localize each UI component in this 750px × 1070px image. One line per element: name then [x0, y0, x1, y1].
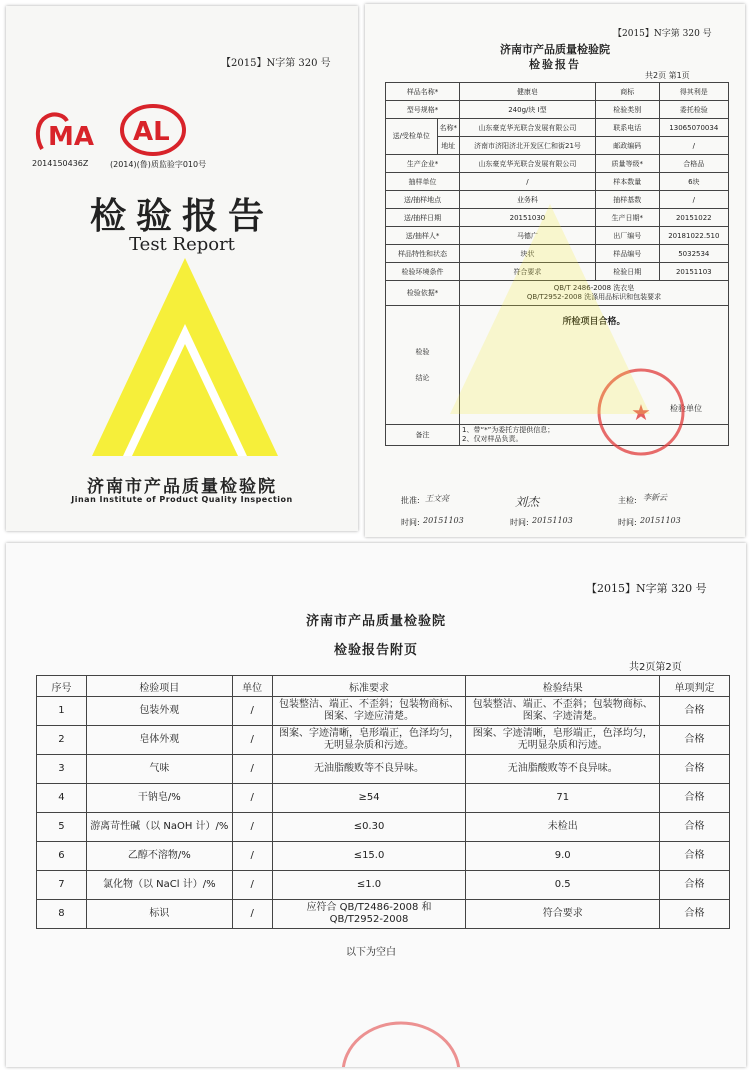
label-sender-address: 地址: [437, 137, 460, 155]
value-sampling-base: /: [659, 191, 728, 209]
table-cell-no: 5: [37, 813, 87, 842]
label-factory-no: 出厂编号: [595, 227, 659, 245]
cma-cert-number: 2014150436Z: [32, 159, 89, 168]
label-postcode: 邮政编码: [595, 137, 659, 155]
value-sample-name: 健康皂: [460, 83, 596, 101]
table-cell-item: 气味: [86, 755, 232, 784]
report-institute: 济南市产品质量检验院: [500, 43, 610, 56]
label-sample-qty: 样本数量: [595, 173, 659, 191]
table-cell-unit: /: [232, 813, 272, 842]
table-cell-judge: 合格: [660, 726, 730, 755]
table-cell-req: 应符合 QB/T2486-2008 和 QB/T2952-2008: [272, 900, 466, 929]
table-row: [37, 900, 730, 929]
table-cell-judge: 合格: [660, 842, 730, 871]
col-header: 检验项目: [86, 676, 232, 697]
table-cell-judge: 合格: [660, 755, 730, 784]
col-header: 单项判定: [660, 676, 730, 697]
value-sampling-unit: /: [460, 173, 596, 191]
report-number: 【2015】N字第 320 号: [613, 29, 712, 39]
table-row: [37, 871, 730, 900]
table-cell-result: 图案、字迹清晰，皂形端正，色泽均匀，无明显杂质和污迹。: [466, 726, 660, 755]
table-row: [37, 813, 730, 842]
table-cell-judge: 合格: [660, 871, 730, 900]
cover-report-number: 【2015】N字第 320 号: [221, 58, 331, 69]
table-cell-result: 未检出: [466, 813, 660, 842]
time-value-1: 20151103: [423, 516, 464, 525]
table-row: [386, 101, 729, 119]
table-cell-req: ≥54: [272, 784, 466, 813]
watermark-triangle: [450, 204, 650, 414]
value-test-type: 委托检验: [659, 101, 728, 119]
cover-page: [6, 6, 358, 531]
table-cell-result: 0.5: [466, 871, 660, 900]
value-remarks: [460, 425, 729, 446]
table-cell-result: 无油脂酸败等不良异味。: [466, 755, 660, 784]
label-sample-state: 样品特性和状态: [386, 245, 460, 263]
table-row: [37, 755, 730, 784]
table-cell-no: 6: [37, 842, 87, 871]
conclusion-text: 所检项目合格。: [562, 317, 626, 327]
label-conclusion: 检验结论: [386, 306, 460, 425]
cma-logo: [34, 109, 104, 155]
annex-title: 检验报告附页: [333, 643, 418, 658]
triangle-emblem: [92, 258, 278, 458]
table-cell-no: 3: [37, 755, 87, 784]
value-env: 符合要求: [460, 263, 596, 281]
label-model: 型号规格*: [386, 101, 460, 119]
value-sampler: 马德广: [460, 227, 596, 245]
approve-signature: 王文亮: [425, 494, 449, 503]
cal-logo-text: AL: [133, 117, 170, 147]
annex-page-indicator: 共2页第2页: [629, 662, 682, 673]
table-cell-req: 图案、字迹清晰，皂形端正，色泽均匀，无明显杂质和污迹。: [272, 726, 466, 755]
value-sample-no: 5032534: [659, 245, 728, 263]
cover-institute-en: Jinan Institute of Product Quality Inspection: [71, 495, 293, 504]
svg-text:★: ★: [631, 401, 651, 426]
table-cell-result: 9.0: [466, 842, 660, 871]
table-row: [37, 726, 730, 755]
table-cell-item: 乙醇不溶物/%: [86, 842, 232, 871]
table-header-row: [37, 676, 730, 697]
remark-line-1: 1、带“*”为委托方提供信息；: [462, 426, 555, 434]
table-cell-item: 皂体外观: [86, 726, 232, 755]
cal-cert-number: (2014)(鲁)质监验字010号: [110, 160, 207, 169]
col-header: 单位: [232, 676, 272, 697]
approve-label: 批准:: [401, 496, 420, 505]
remark-line-2: 2、仅对样品负责。: [462, 435, 523, 443]
cal-logo: [118, 102, 188, 158]
report-annex-page: [6, 543, 746, 1067]
table-cell-unit: /: [232, 900, 272, 929]
chief-label: 主检:: [618, 496, 637, 505]
table-row: [386, 119, 729, 137]
annex-report-number: 【2015】N字第 320 号: [586, 582, 707, 595]
label-sender-unit: 送/受检单位: [386, 119, 438, 155]
table-cell-judge: 合格: [660, 697, 730, 726]
table-row: [386, 173, 729, 191]
table-row: [37, 784, 730, 813]
blank-below-note: 以下为空白: [346, 947, 396, 958]
time-value-3: 20151103: [640, 516, 681, 525]
table-cell-no: 1: [37, 697, 87, 726]
value-sender-name: 山东豪克华光联合发展有限公司: [460, 119, 596, 137]
col-header: 序号: [37, 676, 87, 697]
table-cell-unit: /: [232, 755, 272, 784]
value-factory-no: 20181022.510: [659, 227, 728, 245]
label-remarks: 备注: [386, 425, 460, 446]
time-label-3: 时间:: [618, 518, 637, 527]
label-trademark: 商标: [595, 83, 659, 101]
value-sending-place: 业务科: [460, 191, 596, 209]
table-cell-item: 标识: [86, 900, 232, 929]
value-model: 240g/块 Ⅰ型: [460, 101, 596, 119]
label-sending-place: 送/抽样地点: [386, 191, 460, 209]
value-test-date: 20151103: [659, 263, 728, 281]
label-producer: 生产企业*: [386, 155, 460, 173]
label-sampling-base: 抽样基数: [595, 191, 659, 209]
table-cell-unit: /: [232, 697, 272, 726]
table-cell-unit: /: [232, 842, 272, 871]
table-row: [386, 155, 729, 173]
cover-title-en: Test Report: [129, 234, 235, 255]
basis-line-2: QB/T2952-2008 洗涤用品标识和包装要求: [526, 293, 662, 301]
basis-line-1: QB/T 2486-2008 洗衣皂: [553, 284, 635, 292]
label-quality-grade: 质量等级*: [595, 155, 659, 173]
cover-institute-cn: 济南市产品质量检验院: [87, 477, 277, 497]
report-page-1: [365, 4, 745, 537]
table-cell-req: 包装整洁、端正、不歪斜；包装物商标、图案、字迹应清楚。: [272, 697, 466, 726]
table-cell-no: 7: [37, 871, 87, 900]
label-sender-name: 名称*: [437, 119, 460, 137]
label-sending-date: 送/抽样日期: [386, 209, 460, 227]
value-sending-date: 20151030: [460, 209, 596, 227]
value-quality-grade: 合格品: [659, 155, 728, 173]
table-cell-unit: /: [232, 871, 272, 900]
table-cell-req: ≤0.30: [272, 813, 466, 842]
table-cell-judge: 合格: [660, 784, 730, 813]
time-label-2: 时间:: [510, 518, 529, 527]
table-cell-no: 8: [37, 900, 87, 929]
report-page-indicator: 共2页 第1页: [645, 71, 690, 80]
value-prod-date: 20151022: [659, 209, 728, 227]
review-signature: 刘杰: [515, 495, 540, 509]
annex-institute: 济南市产品质量检验院: [305, 614, 446, 629]
col-header: 标准要求: [272, 676, 466, 697]
value-trademark: 得其利是: [659, 83, 728, 101]
table-cell-item: 包装外观: [86, 697, 232, 726]
cover-title-cn: 检验报告: [89, 195, 274, 237]
table-row: [37, 842, 730, 871]
value-postcode: /: [659, 137, 728, 155]
table-row: [386, 83, 729, 101]
label-contact-phone: 联系电话: [595, 119, 659, 137]
label-basis: 检验依据*: [386, 281, 460, 306]
value-producer: 山东豪克华光联合发展有限公司: [460, 155, 596, 173]
table-cell-judge: 合格: [660, 813, 730, 842]
col-header: 检验结果: [466, 676, 660, 697]
table-cell-judge: 合格: [660, 900, 730, 929]
report-title: 检验报告: [529, 58, 581, 71]
table-row: [37, 697, 730, 726]
table-cell-item: 干钠皂/%: [86, 784, 232, 813]
stamp-unit-text: 检验单位: [670, 404, 702, 413]
label-sample-no: 样品编号: [595, 245, 659, 263]
value-sample-state: 块状: [460, 245, 596, 263]
time-label-1: 时间:: [401, 518, 420, 527]
label-prod-date: 生产日期*: [595, 209, 659, 227]
table-cell-unit: /: [232, 726, 272, 755]
chief-signature: 李新云: [643, 493, 667, 502]
value-sample-qty: 6块: [659, 173, 728, 191]
label-test-type: 检验类别: [595, 101, 659, 119]
bottom-stamp-fragment: [336, 1013, 466, 1067]
label-env: 检验环境条件: [386, 263, 460, 281]
table-cell-result: 包装整洁、端正、不歪斜；包装物商标、图案、字迹清楚。: [466, 697, 660, 726]
table-cell-no: 2: [37, 726, 87, 755]
table-cell-req: ≤15.0: [272, 842, 466, 871]
table-cell-req: ≤1.0: [272, 871, 466, 900]
table-cell-result: 符合要求: [466, 900, 660, 929]
table-cell-no: 4: [37, 784, 87, 813]
table-cell-item: 氯化物（以 NaCl 计）/%: [86, 871, 232, 900]
value-sender-address: 济南市济阳济北开发区仁和街21号: [460, 137, 596, 155]
table-cell-result: 71: [466, 784, 660, 813]
value-contact-phone: 13065070034: [659, 119, 728, 137]
label-test-date: 检验日期: [595, 263, 659, 281]
label-sampling-unit: 抽样单位: [386, 173, 460, 191]
annex-results-table: [36, 675, 730, 929]
table-cell-unit: /: [232, 784, 272, 813]
table-cell-req: 无油脂酸败等不良异味。: [272, 755, 466, 784]
label-sampler: 送/抽样人*: [386, 227, 460, 245]
table-row: [386, 137, 729, 155]
table-cell-item: 游离苛性碱（以 NaOH 计）/%: [86, 813, 232, 842]
label-sample-name: 样品名称*: [386, 83, 460, 101]
time-value-2: 20151103: [532, 516, 573, 525]
cma-logo-text: MA: [48, 122, 94, 152]
